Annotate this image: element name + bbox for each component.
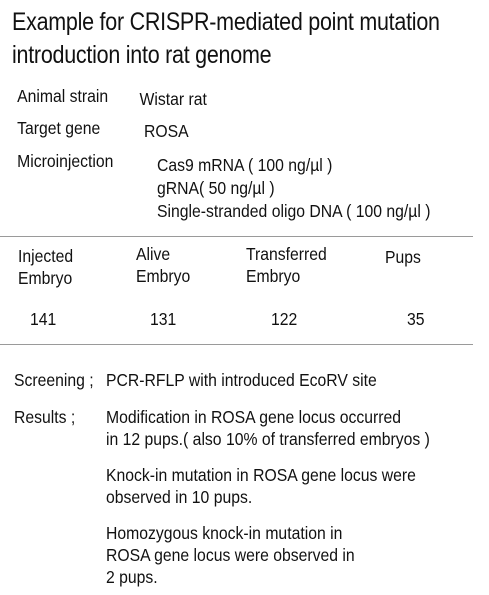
- target-gene-label: Target gene: [17, 118, 101, 138]
- result-3-line3: 2 pups.: [106, 567, 158, 587]
- header-alive-line1: Alive: [136, 244, 171, 264]
- header-transferred: [246, 243, 327, 287]
- microinjection-value-1: Cas9 mRNA ( 100 ng/µl ): [157, 155, 333, 175]
- divider-bottom: [0, 344, 473, 345]
- result-item-1: [106, 406, 430, 450]
- microinjection-value-3: Single-stranded oligo DNA ( 100 ng/µl ): [157, 201, 431, 221]
- result-3-line2: ROSA gene locus were observed in: [106, 545, 355, 565]
- result-item-3: [106, 522, 355, 588]
- value-alive: 131: [150, 309, 177, 329]
- results-label: Results ;: [14, 407, 76, 427]
- result-item-2: [106, 464, 416, 508]
- value-transferred: 122: [271, 309, 298, 329]
- animal-strain-label: Animal strain: [17, 86, 109, 106]
- screening-text: PCR-RFLP with introduced EcoRV site: [106, 370, 377, 390]
- header-transferred-line1: Transferred: [246, 244, 327, 264]
- header-injected-line2: Embryo: [18, 268, 73, 288]
- screening-label: Screening ;: [14, 370, 94, 390]
- result-1-line2: in 12 pups.( also 10% of transferred embryos ): [106, 429, 430, 449]
- title-line-2: introduction into rat genome: [12, 41, 272, 69]
- animal-strain-value: Wistar rat: [139, 89, 207, 109]
- header-pups: [385, 246, 421, 268]
- title-line-1: Example for CRISPR-mediated point mutation: [12, 8, 440, 36]
- microinjection-label: Microinjection: [17, 151, 114, 171]
- value-pups: 35: [407, 309, 425, 329]
- microinjection-value-2: gRNA( 50 ng/µl ): [157, 178, 275, 198]
- header-transferred-line2: Embryo: [246, 266, 301, 286]
- divider-top: [0, 236, 473, 237]
- header-injected: [18, 245, 73, 289]
- target-gene-value: ROSA: [144, 121, 189, 141]
- header-injected-line1: Injected: [18, 246, 74, 266]
- header-alive: [136, 243, 190, 287]
- result-2-line1: Knock-in mutation in ROSA gene locus were: [106, 465, 416, 485]
- header-pups-line1: Pups: [385, 247, 421, 267]
- value-injected: 141: [30, 309, 57, 329]
- result-3-line1: Homozygous knock-in mutation in: [106, 523, 343, 543]
- result-2-line2: observed in 10 pups.: [106, 487, 253, 507]
- header-alive-line2: Embryo: [136, 266, 191, 286]
- result-1-line1: Modification in ROSA gene locus occurred: [106, 407, 402, 427]
